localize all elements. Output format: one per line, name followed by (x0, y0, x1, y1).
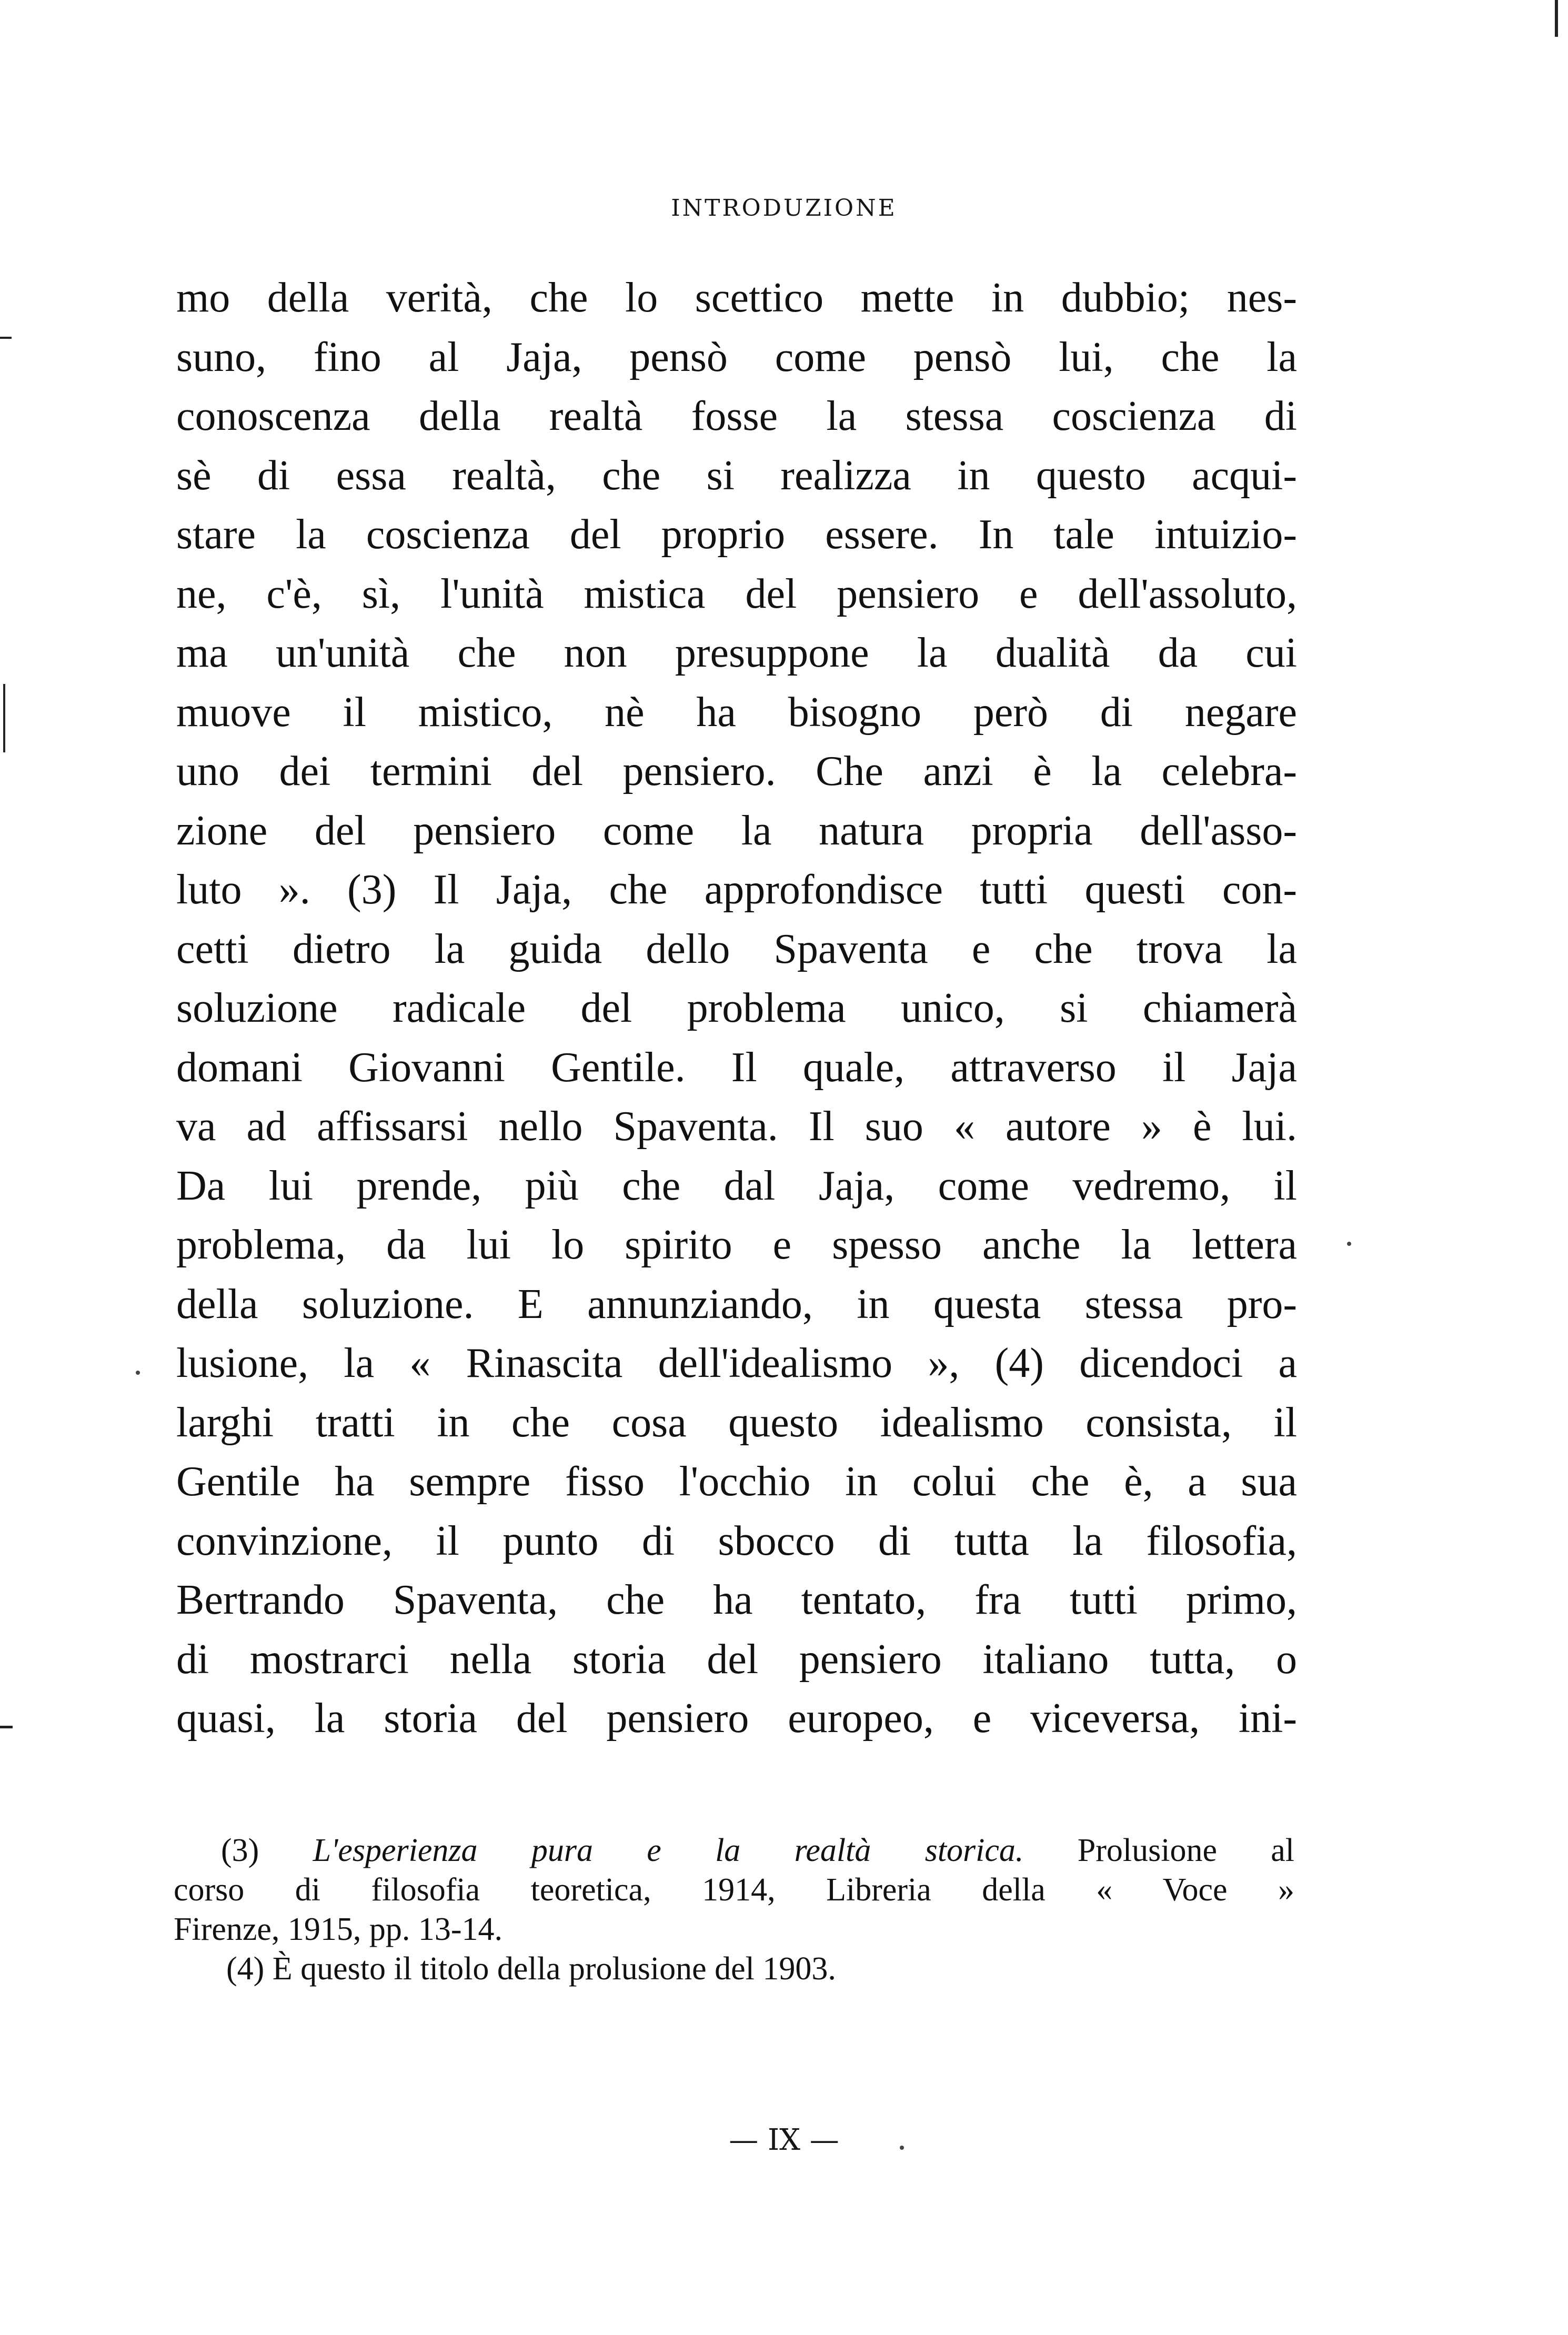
footnote-3-title: L'esperienza pura e la realtà storica. (313, 1833, 1024, 1868)
text-line: Da lui prende, più che dal Jaja, come vedremo, il (176, 1162, 1297, 1209)
text-line: ne, c'è, sì, l'unità mistica del pensiero e dell'assoluto, (176, 570, 1297, 617)
text-line: uno dei termini del pensiero. Che anzi è la celebra- (176, 748, 1297, 794)
footnote-3-rest: Prolusione al (1077, 1833, 1294, 1868)
text-line: ma un'unità che non presuppone la dualità da cui (176, 630, 1297, 676)
text-line: larghi tratti in che cosa questo idealismo consista, il (176, 1399, 1297, 1446)
text-line: Gentile ha sempre fisso l'occhio in colui che è, a sua (176, 1458, 1297, 1505)
text-line: sè di essa realtà, che si realizza in questo acqui- (176, 452, 1297, 499)
text-line: soluzione radicale del problema unico, si chiamerà (176, 985, 1297, 1031)
text-line: cetti dietro la guida dello Spaventa e che trova la (176, 925, 1297, 972)
scan-speck (136, 1371, 140, 1375)
page-number: — IX — (729, 2123, 839, 2157)
text-line: convinzione, il punto di sbocco di tutta la filosofia, (176, 1517, 1297, 1564)
scan-edge-mark (0, 337, 12, 339)
text-line: problema, da lui lo spirito e spesso anche la lettera (176, 1222, 1297, 1268)
text-line: conoscenza della realtà fosse la stessa coscienza di (176, 393, 1297, 439)
text-line: di mostrarci nella storia del pensiero italiano tutta, o (176, 1636, 1297, 1683)
running-header: INTRODUZIONE (671, 195, 897, 222)
text-line: stare la coscienza del proprio essere. In tale intuizio- (176, 511, 1297, 558)
text-line: muove il mistico, nè ha bisogno però di negare (176, 689, 1297, 736)
text-line: quasi, la storia del pensiero europeo, e viceversa, ini- (176, 1695, 1297, 1742)
footnotes (174, 1831, 1294, 1989)
text-line: va ad affissarsi nello Spaventa. Il suo « autore » è lui. (176, 1103, 1297, 1150)
scan-edge-mark (3, 684, 5, 752)
footnote-3-line-3: Firenze, 1915, pp. 13-14. (174, 1911, 503, 1947)
text-line: Bertrando Spaventa, che ha tentato, fra tutti primo, (176, 1577, 1297, 1623)
text-line: luto ». (3) Il Jaja, che approfondisce tutti questi con- (176, 867, 1297, 913)
text-line: domani Giovanni Gentile. Il quale, attraverso il Jaja (176, 1044, 1297, 1091)
scan-edge-mark (0, 1726, 13, 1728)
footnote-3-line-2: corso di filosofia teoretica, 1914, Libreria della « Voce » (174, 1872, 1294, 1908)
footnote-3 (174, 1831, 1294, 1870)
scan-speck (900, 2146, 904, 2150)
text-line: della soluzione. E annunziando, in questa stessa pro- (176, 1281, 1297, 1327)
text-line: lusione, la « Rinascita dell'idealismo », (4) dicendoci a (176, 1340, 1297, 1386)
text-line: suno, fino al Jaja, pensò come pensò lui, che la (176, 334, 1297, 380)
scan-speck (1347, 1242, 1351, 1246)
scan-edge-mark (1555, 0, 1558, 37)
text-line: mo della verità, che lo scettico mette in dubbio; nes- (176, 275, 1297, 321)
footnote-4: (4) È questo il titolo della prolusione del 1903. (226, 1951, 836, 1987)
footnote-3-marker: (3) (221, 1833, 259, 1868)
text-line: zione del pensiero come la natura propria dell'asso- (176, 807, 1297, 854)
body-text (176, 268, 1297, 1748)
